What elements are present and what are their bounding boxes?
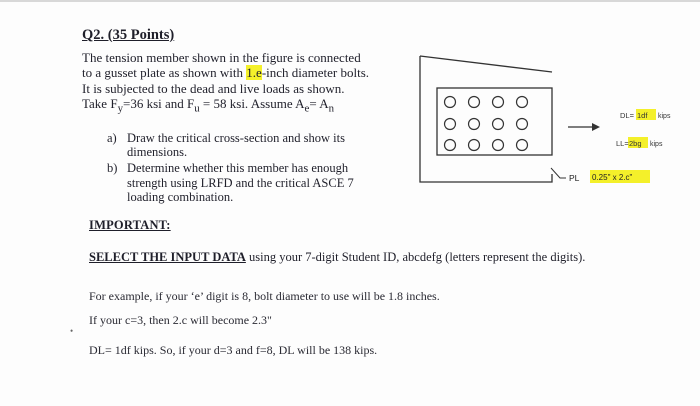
paragraph-line: It is subjected to the dead and live loads as shown.: [82, 80, 345, 96]
example-line: For example, if your ‘e’ digit is 8, bolt diameter to use will be 1.8 inches.: [89, 289, 440, 303]
bolt-icon: [517, 119, 528, 130]
bolt-icon: [469, 140, 480, 151]
part-text: strength using LRFD and the critical ASCE 7: [127, 175, 354, 190]
dl-label: DL=: [620, 111, 634, 120]
ll-value: 2bg: [629, 139, 642, 148]
ll-unit: kips: [650, 141, 663, 148]
select-input-instruction: [89, 250, 585, 265]
part-marker: a): [107, 131, 117, 145]
bolt-icon: [445, 140, 456, 151]
paragraph-line: The tension member shown in the figure is connected: [82, 50, 361, 65]
gusset-plate-edge: [420, 56, 552, 72]
pl-value: 0.25" x 2.c": [592, 173, 633, 182]
arrow-right-icon: [592, 123, 600, 131]
paragraph-line: to a gusset plate as shown with 1.e-inch diameter bolts.: [82, 65, 370, 81]
bolt-icon: [445, 119, 456, 130]
important-heading: IMPORTANT:: [89, 218, 171, 232]
bullet-dot: •: [70, 326, 74, 336]
part-marker: b): [107, 161, 118, 176]
ll-label: LL=: [616, 139, 629, 148]
bolt-group: [445, 97, 528, 151]
select-input-text: using your 7-digit Student ID, abcdefg (letters represent the digits).: [245, 250, 586, 264]
dl-example-line: DL= 1df kips. So, if your d=3 and f=8, DL will be 138 kips.: [89, 343, 378, 357]
bolt-diameter-highlight: 1.e: [246, 65, 262, 81]
part-text: dimensions.: [127, 145, 188, 160]
bolt-icon: [469, 119, 480, 130]
bolt-icon: [469, 97, 480, 108]
pl-label: PL: [569, 173, 580, 183]
plate-leader-line: [551, 168, 566, 178]
c-example-line: If your c=3, then 2.c will become 2.3": [89, 313, 272, 327]
bolt-icon: [517, 97, 528, 108]
bolt-icon: [493, 140, 504, 151]
bolt-icon: [445, 97, 456, 108]
select-input-bold: SELECT THE INPUT DATA: [89, 250, 246, 264]
dl-value: 1df: [637, 111, 648, 120]
bolt-icon: [493, 119, 504, 130]
part-text: Draw the critical cross-section and show its: [127, 131, 345, 145]
part-text: loading combination.: [127, 189, 234, 204]
part-text: Determine whether this member has enough: [127, 161, 349, 176]
bolt-icon: [493, 97, 504, 108]
dl-unit: kips: [658, 113, 671, 120]
question-title: Q2. (35 Points): [82, 27, 175, 43]
material-properties-line: Take $F_y=36$ ksi and $F_u = 58$ ksi. Assume $A_e= A_n$: [82, 96, 335, 115]
gusset-plate-outline: [420, 56, 552, 182]
bolt-icon: [517, 140, 528, 151]
